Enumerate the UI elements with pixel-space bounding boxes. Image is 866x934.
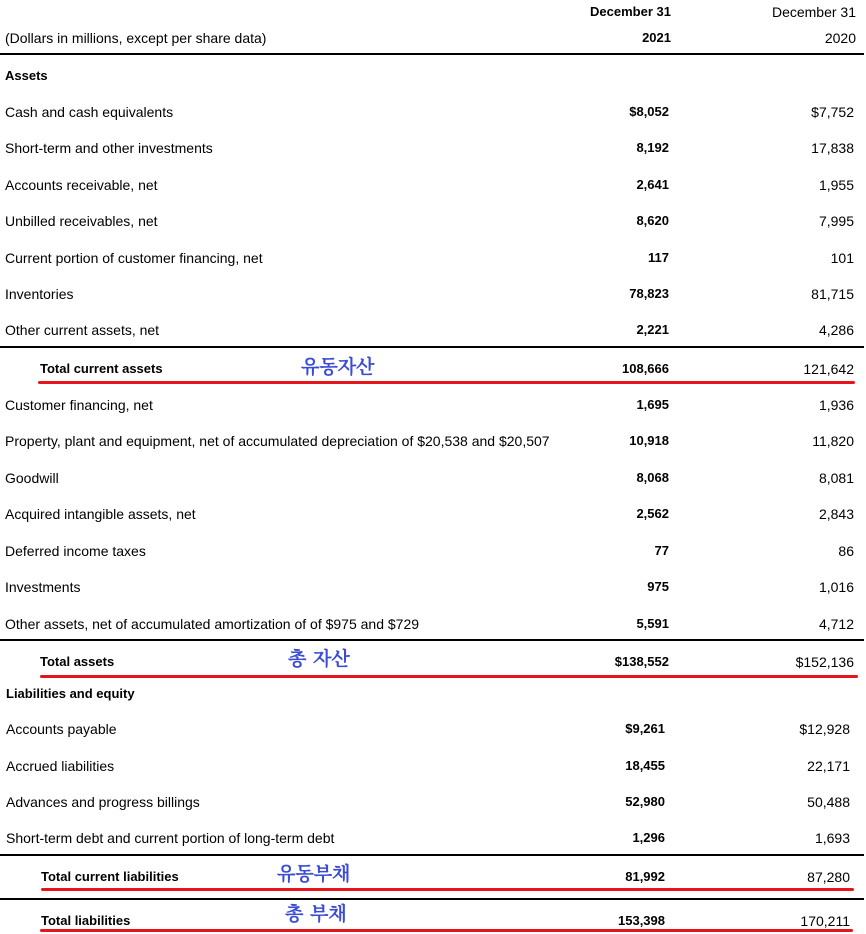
total-liabilities-2020: 170,211 bbox=[800, 913, 850, 929]
row-label: Goodwill bbox=[5, 470, 59, 486]
red-underline-current-assets bbox=[38, 381, 855, 384]
row-value-2021: 52,980 bbox=[625, 794, 665, 809]
total-current-assets-label: Total current assets bbox=[40, 361, 163, 376]
row-label: Current portion of customer financing, net bbox=[5, 250, 263, 266]
row-value-2021: 5,591 bbox=[636, 616, 669, 631]
col-2020-header-line2: 2020 bbox=[824, 30, 856, 46]
row-label: Accounts receivable, net bbox=[5, 177, 158, 193]
row-value-2020: 4,286 bbox=[818, 322, 854, 338]
col-2021-header-line1: December 31 bbox=[590, 4, 671, 19]
row-label: Property, plant and equipment, net of accumulated depreciation of $20,538 and $20,507 bbox=[5, 433, 550, 449]
row-value-2020: 11,820 bbox=[812, 433, 854, 449]
row-value-2020: 22,171 bbox=[807, 758, 850, 774]
row-value-2021: $9,261 bbox=[625, 721, 665, 736]
annotation-current-liabilities: 유동부채 bbox=[277, 863, 351, 885]
row-label: Customer financing, net bbox=[5, 397, 153, 413]
total-current-liabilities-2020: 87,280 bbox=[807, 869, 850, 885]
row-value-2021: 1,296 bbox=[632, 830, 665, 845]
total-current-liabilities-2021: 81,992 bbox=[625, 869, 665, 884]
row-value-2021: 10,918 bbox=[629, 433, 669, 448]
row-value-2021: 117 bbox=[648, 250, 669, 265]
row-value-2020: 81,715 bbox=[811, 286, 854, 302]
total-current-assets-2020: 121,642 bbox=[803, 361, 854, 377]
units-label: (Dollars in millions, except per share data) bbox=[5, 30, 267, 46]
row-label: Other current assets, net bbox=[5, 322, 160, 338]
row-value-2020: 4,712 bbox=[818, 616, 854, 632]
liabilities-heading: Liabilities and equity bbox=[6, 686, 135, 701]
row-value-2020: $12,928 bbox=[799, 721, 850, 737]
row-label: Short-term and other investments bbox=[5, 140, 213, 156]
annotation-total-assets: 총 자산 bbox=[288, 648, 350, 670]
assets-heading: Assets bbox=[5, 68, 48, 83]
total-current-assets-2021: 108,666 bbox=[622, 361, 669, 376]
total-current-liabilities-divider bbox=[0, 854, 864, 856]
total-current-liabilities-label: Total current liabilities bbox=[41, 869, 179, 884]
total-current-assets-divider bbox=[0, 346, 864, 348]
row-value-2021: 1,695 bbox=[636, 397, 669, 412]
annotation-current-assets: 유동자산 bbox=[301, 356, 375, 378]
row-label: Accounts payable bbox=[6, 721, 117, 737]
row-value-2020: 1,936 bbox=[818, 397, 854, 413]
total-assets-divider bbox=[0, 639, 864, 641]
col-2021-header-line2: 2021 bbox=[642, 30, 671, 45]
red-underline-current-liabilities bbox=[41, 888, 854, 891]
row-label: Cash and cash equivalents bbox=[5, 104, 174, 120]
row-value-2021: 8,068 bbox=[636, 470, 669, 485]
total-liabilities-label: Total liabilities bbox=[41, 913, 131, 928]
row-value-2021: 8,192 bbox=[636, 140, 669, 155]
row-value-2021: 975 bbox=[647, 579, 669, 594]
row-label: Unbilled receivables, net bbox=[5, 213, 158, 229]
row-label: Other assets, net of accumulated amortization of of $975 and $729 bbox=[5, 616, 420, 632]
row-label: Deferred income taxes bbox=[5, 543, 146, 559]
header-divider bbox=[0, 53, 864, 55]
row-value-2020: 50,488 bbox=[807, 794, 850, 810]
row-label: Investments bbox=[5, 579, 81, 595]
row-value-2020: 1,016 bbox=[818, 579, 854, 595]
row-value-2021: 8,620 bbox=[636, 213, 669, 228]
total-liabilities-2021: 153,398 bbox=[618, 913, 665, 928]
row-value-2020: 2,843 bbox=[818, 506, 854, 522]
row-label: Advances and progress billings bbox=[6, 794, 200, 810]
row-value-2020: 8,081 bbox=[818, 470, 854, 486]
red-underline-total-liabilities bbox=[40, 929, 853, 932]
row-value-2020: 1,955 bbox=[818, 177, 854, 193]
row-value-2021: $8,052 bbox=[629, 104, 669, 119]
row-value-2020: 7,995 bbox=[818, 213, 854, 229]
total-assets-label: Total assets bbox=[40, 654, 115, 669]
row-value-2020: 86 bbox=[838, 543, 854, 559]
total-assets-2020: $152,136 bbox=[795, 654, 854, 670]
row-label: Accrued liabilities bbox=[6, 758, 115, 774]
col-2020-header-line1: December 31 bbox=[771, 4, 856, 20]
row-value-2020: $7,752 bbox=[811, 104, 854, 120]
row-value-2021: 78,823 bbox=[629, 286, 669, 301]
total-assets-2021: $138,552 bbox=[614, 654, 669, 669]
row-value-2021: 2,562 bbox=[636, 506, 669, 521]
row-value-2020: 17,838 bbox=[811, 140, 854, 156]
row-label: Acquired intangible assets, net bbox=[5, 506, 196, 522]
row-label: Short-term debt and current portion of long-term debt bbox=[6, 830, 335, 846]
red-underline-total-assets bbox=[40, 675, 858, 678]
row-value-2021: 2,641 bbox=[636, 177, 669, 192]
row-value-2020: 1,693 bbox=[814, 830, 850, 846]
total-liabilities-divider bbox=[0, 898, 864, 900]
annotation-total-liabilities: 총 부채 bbox=[285, 903, 347, 925]
row-value-2021: 77 bbox=[654, 543, 669, 558]
row-value-2021: 2,221 bbox=[636, 322, 669, 337]
row-label: Inventories bbox=[5, 286, 74, 302]
row-value-2021: 18,455 bbox=[625, 758, 665, 773]
row-value-2020: 101 bbox=[830, 250, 854, 266]
